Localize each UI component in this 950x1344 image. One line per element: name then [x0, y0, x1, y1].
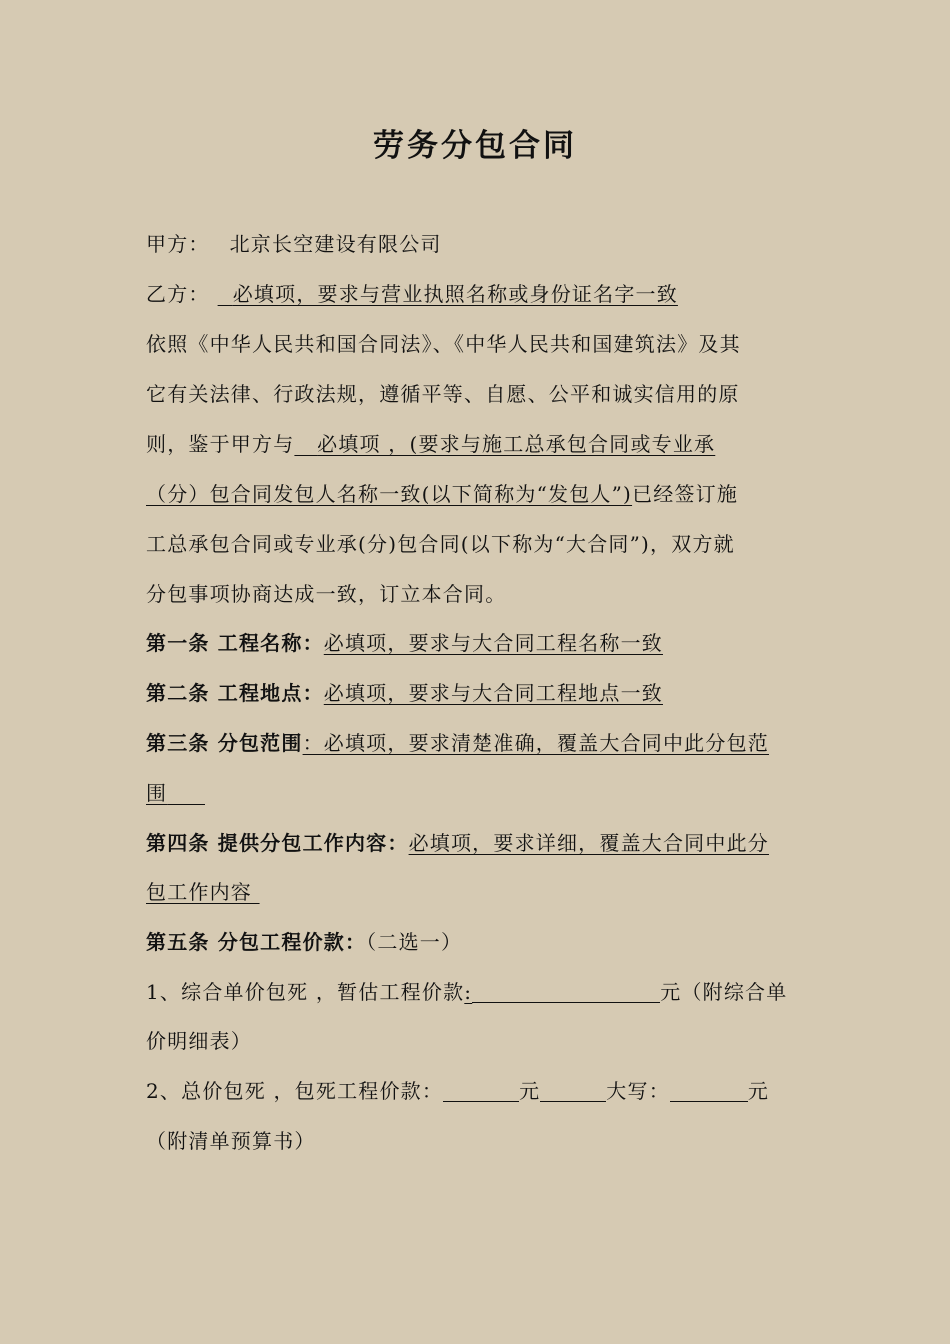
party-a-label: 甲方：: [146, 232, 210, 256]
article-2-value: 必填项，要求与大合同工程地点一致: [323, 681, 663, 705]
party-b-value: 必填项，要求与营业执照名称或身份证名字一致: [232, 282, 678, 306]
preamble-line-3: [146, 429, 715, 459]
preamble-line-3-text: 则，鉴于甲方与: [146, 432, 295, 456]
employer-name-field: 必填项 ，(要求与施工总承包合同或专业承: [317, 432, 716, 456]
lump-sum-price-blank[interactable]: [443, 1079, 519, 1102]
option-1-colon: :: [464, 980, 473, 1004]
option-2-unit-1: 元: [519, 1079, 541, 1103]
article-1: [146, 628, 663, 658]
estimated-price-blank[interactable]: [472, 980, 660, 1003]
preamble-line-4-text: 已经签订施: [632, 482, 739, 506]
article-4-value-continued: 包工作内容: [146, 880, 252, 904]
article-5: [146, 927, 462, 957]
option-2-unit-2: 元: [747, 1079, 770, 1103]
document-title: 劳务分包合同: [373, 128, 577, 164]
option-1-continued: 价明细表）: [146, 1029, 252, 1053]
option-2: [146, 1076, 769, 1106]
article-5-note: （二选一）: [366, 930, 463, 954]
lump-sum-extra-blank[interactable]: [540, 1079, 606, 1102]
party-a-line: [146, 229, 442, 259]
preamble-line-6: 分包事项协商达成一致，订立本合同。: [146, 582, 507, 606]
option-1: [146, 977, 787, 1007]
preamble-line-5: 工总承包合同或专业承(分)包合同(以下称为“大合同”)，双方就: [146, 532, 735, 556]
preamble-line-1: 依照《中华人民共和国合同法》、《中华人民共和国建筑法》及其: [146, 332, 741, 356]
option-2-continued: （附清单预算书）: [146, 1129, 316, 1153]
option-1-unit: 元（附综合单: [660, 980, 788, 1004]
preamble-line-4: [146, 479, 738, 509]
option-2-uppercase-label: 大写：: [606, 1079, 670, 1103]
article-1-label: 第一条 工程名称：: [146, 631, 324, 655]
article-3-value-continued: 围: [146, 781, 168, 805]
employer-name-requirement: （分）包合同发包人名称一致(以下简称为“发包人”): [146, 482, 633, 506]
article-2: [146, 678, 663, 708]
party-a-value: 北京长空建设有限公司: [229, 232, 442, 256]
article-1-value: 必填项，要求与大合同工程名称一致: [323, 631, 663, 655]
article-3: [146, 728, 769, 758]
article-2-label: 第二条 工程地点：: [146, 681, 324, 705]
party-b-label: 乙方：: [146, 282, 210, 306]
option-1-text: 1、综合单价包死 ，暂估工程价款: [146, 980, 465, 1004]
party-b-line: [146, 279, 678, 309]
article-4: [146, 828, 769, 858]
article-4-value: 必填项，要求详细，覆盖大合同中此分: [408, 831, 769, 855]
option-2-text: 2、总价包死 ，包死工程价款：: [146, 1079, 444, 1103]
article-5-label: 第五条 分包工程价款：: [146, 930, 367, 954]
article-3-value: ：必填项，要求清楚准确，覆盖大合同中此分包范: [302, 731, 769, 755]
article-3-label: 第三条 分包范围: [146, 731, 303, 755]
article-4-continued: [146, 877, 260, 907]
article-3-continued: [146, 778, 205, 808]
article-4-label: 第四条 提供分包工作内容：: [146, 831, 409, 855]
uppercase-amount-blank[interactable]: [670, 1079, 748, 1102]
preamble-line-2: 它有关法律、行政法规，遵循平等、自愿、公平和诚实信用的原: [146, 382, 740, 406]
